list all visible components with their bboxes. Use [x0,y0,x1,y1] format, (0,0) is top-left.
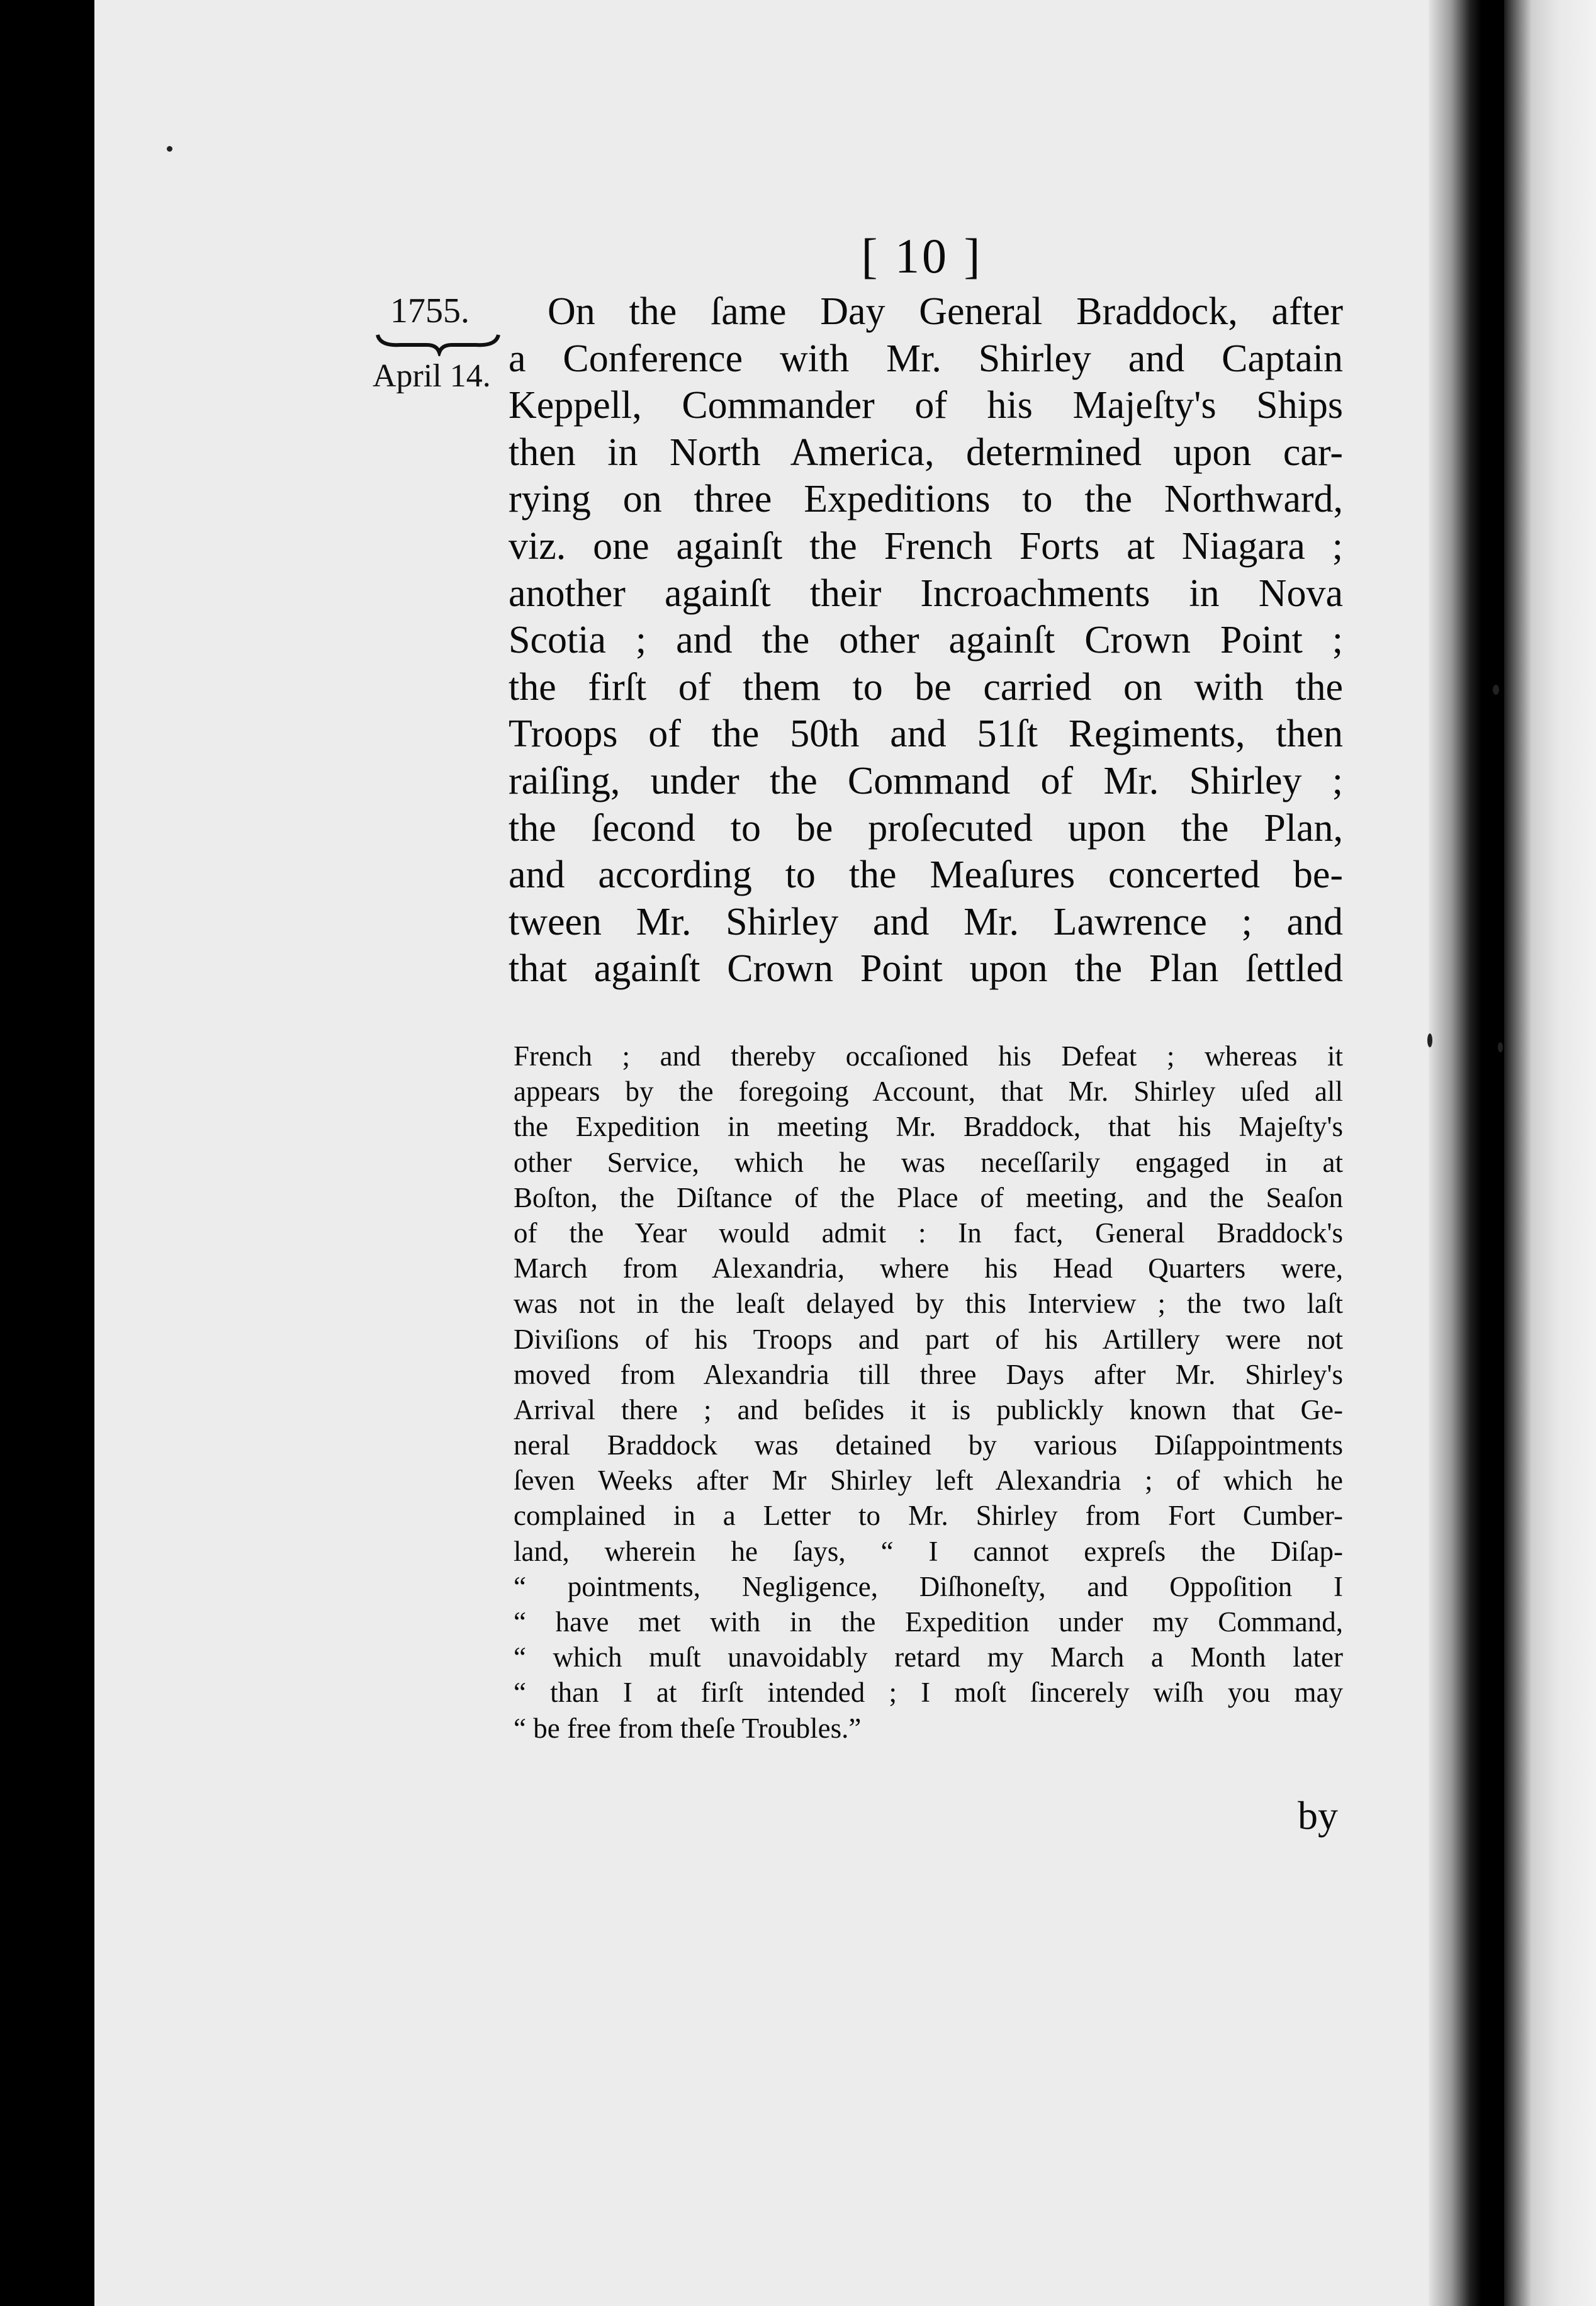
main-text-line: then in North America, determined upon car- [509,430,1343,474]
footnote-line: Boſton, the Diſtance of the Place of meeting, and the Seaſon [514,1181,1343,1213]
main-text-line: a Conference with Mr. Shirley and Captain [509,337,1343,380]
page-number: [ 10 ] [861,228,983,283]
footnote-line: was not in the leaſt delayed by this Interview ; the two laſt [514,1288,1343,1320]
footnote-line: “ be free from theſe Troubles.” [514,1712,862,1744]
footnote-line: “ which muſt unavoidably retard my March a Month later [514,1641,1343,1673]
footnote-line: the Expedition in meeting Mr. Braddock, that his Majeſty's [514,1111,1343,1143]
main-text-line: another againſt their Incroachments in Nova [509,571,1343,615]
facing-page-edge [1504,0,1596,2306]
main-text-line: Troops of the 50th and 51ſt Regiments, then [509,712,1343,756]
footnote-line: “ than I at firſt intended ; I moſt ſincerely wiſh you may [514,1677,1343,1709]
main-text-line: tween Mr. Shirley and Mr. Lawrence ; and [509,900,1343,943]
margin-date: April 14. [373,358,491,394]
main-text-line: raiſing, under the Command of Mr. Shirley ; [509,759,1343,802]
main-text-line: rying on three Expeditions to the Northward, [509,478,1343,521]
binding-gutter [1429,0,1504,2306]
footnote-line: French ; and thereby occaſioned his Defeat ; whereas it [514,1040,1343,1072]
main-text-line: that againſt Crown Point upon the Plan ſettled [509,947,1343,991]
footnote-line: ſeven Weeks after Mr Shirley left Alexandria ; of which he [514,1465,1343,1497]
main-text-line: Scotia ; and the other againſt Crown Point ; [509,619,1343,662]
footnote-line: land, wherein he ſays, “ I cannot expreſs the Diſap- [514,1535,1343,1567]
footnote-line: of the Year would admit : In fact, General Braddock's [514,1217,1343,1249]
footnote-line: neral Braddock was detained by various Diſappointments [514,1429,1343,1461]
footnote-line: Arrival there ; and beſides it is publickly known that Ge- [514,1393,1343,1426]
footnote-line: moved from Alexandria till three Days after Mr. Shirley's [514,1358,1343,1390]
scan-speck [167,146,172,152]
footnote-block [514,1038,1343,1746]
main-text-line: On the ſame Day General Braddock, after [548,290,1343,333]
footnote-line: appears by the foregoing Account, that Mr. Shirley uſed all [514,1076,1343,1108]
scan-speck [1498,1042,1503,1052]
main-text-line: the ſecond to be proſecuted upon the Plan, [509,806,1343,850]
main-text-block [509,288,1343,993]
main-text-line: and according to the Meaſures concerted be- [509,853,1343,897]
main-text-line: viz. one againſt the French Forts at Niagara ; [509,524,1343,568]
footnote-line: “ pointments, Negligence, Diſhoneſty, and Oppoſition I [514,1570,1343,1602]
margin-year: 1755. [390,291,469,330]
scan-speck [1427,1033,1432,1047]
footnote-line: March from Alexandria, where his Head Quarters were, [514,1252,1343,1285]
footnote-line: Diviſions of his Troops and part of his Artillery were not [514,1323,1343,1355]
main-text-line: the firſt of them to be carried on with the [509,665,1343,709]
footnote-line: other Service, which he was neceſſarily engaged in at [514,1146,1343,1178]
margin-brace [375,331,501,356]
scan-speck [1493,685,1499,695]
footnote-line: “ have met with in the Expedition under my Command, [514,1606,1343,1638]
catchword: by [1298,1793,1338,1838]
main-text-line: Keppell, Commander of his Majeſty's Ships [509,384,1343,427]
footnote-line: complained in a Letter to Mr. Shirley from Fort Cumber- [514,1500,1343,1532]
scan-left-margin [0,0,94,2306]
